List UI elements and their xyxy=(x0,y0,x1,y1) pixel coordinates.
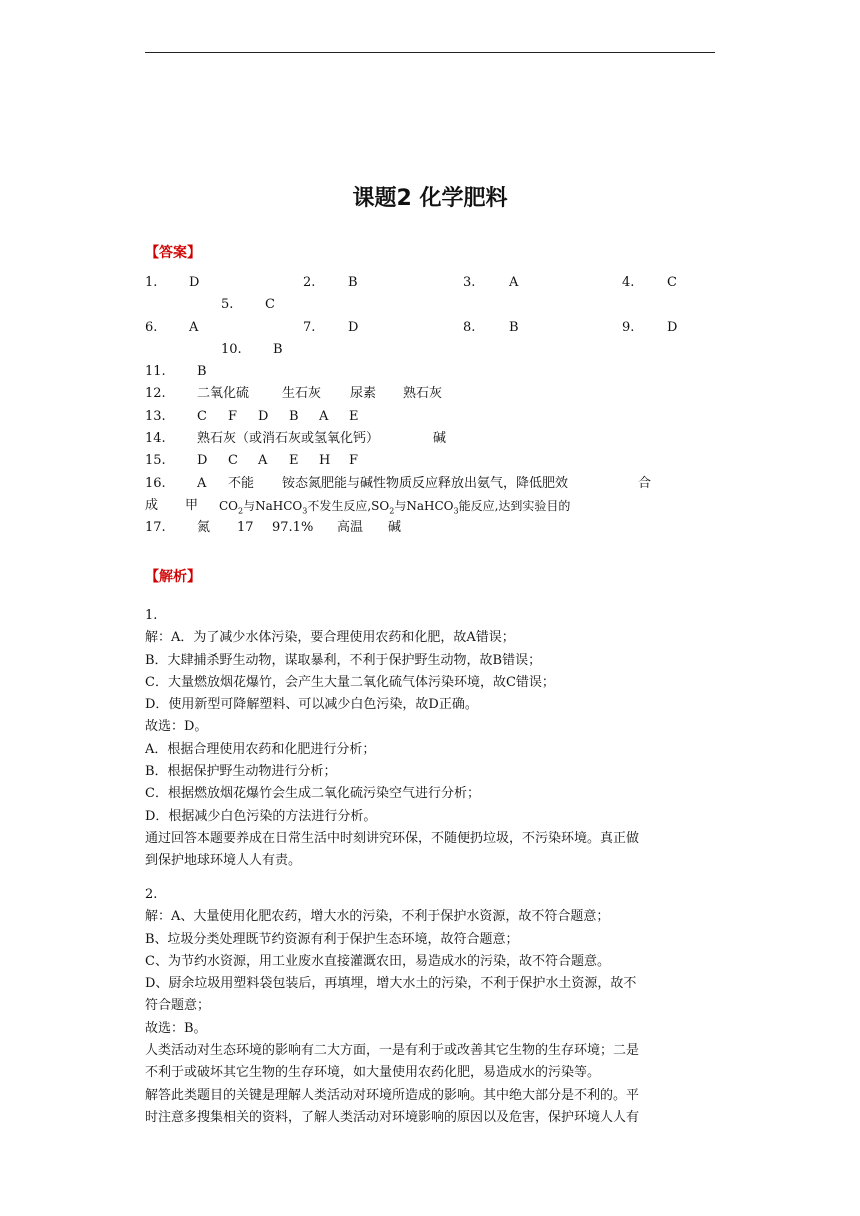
answer-value: D xyxy=(348,319,359,335)
answer-number: 5. xyxy=(221,297,234,313)
analysis-line: B．根据保护野生动物进行分析； xyxy=(145,764,337,780)
answer-number: 8. xyxy=(463,319,476,335)
answer-number: 7. xyxy=(303,319,316,335)
analysis-q2 xyxy=(145,884,717,1129)
answer-number: 1. xyxy=(145,275,158,290)
answer-number: 9. xyxy=(622,319,635,335)
answer-number: 17. xyxy=(145,520,166,536)
answer-value: E xyxy=(349,408,359,424)
answer-value: D xyxy=(667,319,678,335)
answer-value: F xyxy=(349,453,359,469)
analysis-line: B、垃圾分类处理既节约资源有利于保护生态环境，故符合题意； xyxy=(145,931,519,947)
page-title: 课题2 化学肥料 xyxy=(352,186,508,211)
answer-value: 成 xyxy=(145,497,159,513)
answer-value: C xyxy=(667,275,677,290)
analysis-line: 解：A．为了减少水体污染，要合理使用农药和化肥，故A错误； xyxy=(145,630,515,646)
answer-value: 氮 xyxy=(197,520,211,536)
answer-value: 尿素 xyxy=(350,386,377,402)
answer-list xyxy=(145,272,717,540)
answer-value: C xyxy=(265,297,275,313)
answer-row xyxy=(145,428,717,450)
answer-row xyxy=(145,517,717,539)
answer-number: 14. xyxy=(145,431,166,447)
answer-value: D xyxy=(197,453,208,469)
answer-value: 熟石灰（或消石灰或氢氧化钙） xyxy=(197,431,380,447)
answer-value: 生石灰 xyxy=(282,386,322,402)
answer-row xyxy=(145,495,717,517)
answer-value: A xyxy=(319,408,329,424)
answer-value: 熟石灰 xyxy=(403,386,443,402)
answer-value: 97.1% xyxy=(272,520,314,536)
answer-value: A xyxy=(189,319,199,335)
analysis-line: 故选：D。 xyxy=(145,719,208,735)
answer-row xyxy=(145,406,717,428)
answer-value: H xyxy=(319,453,331,469)
answer-value: D xyxy=(189,275,200,290)
answer-value: 17 xyxy=(237,520,254,536)
answer-value: 碱 xyxy=(388,520,402,536)
analysis-line: 通过回答本题要养成在日常生活中时刻讲究环保，不随便扔垃圾，不污染环境。真正做 xyxy=(145,830,640,846)
analysis-line: D．使用新型可降解塑料、可以减少白色污染，故D正确。 xyxy=(145,697,478,713)
analysis-q1 xyxy=(145,605,717,873)
answer-row xyxy=(145,473,717,495)
answer-row xyxy=(145,383,717,405)
answer-row xyxy=(145,317,717,339)
answer-number: 3. xyxy=(463,275,476,290)
answer-number: 11. xyxy=(145,364,166,380)
analysis-line: 到保护地球环境人人有责。 xyxy=(145,853,302,869)
answer-number: 10. xyxy=(221,341,242,357)
question-number: 1. xyxy=(145,608,158,623)
answer-value: B xyxy=(197,364,207,380)
answer-number: 6. xyxy=(145,319,158,335)
answer-header: 【答案】 xyxy=(145,245,201,261)
answer-row xyxy=(145,339,717,361)
answer-number: 13. xyxy=(145,408,166,424)
header-rule xyxy=(145,52,715,53)
analysis-line: C、为节约水资源，用工业废水直接灌溉农田，易造成水的污染，故不符合题意。 xyxy=(145,953,610,969)
answer-number: 15. xyxy=(145,453,166,469)
answer-value: 碱 xyxy=(433,431,447,447)
analysis-line: 解答此类题目的关键是理解人类活动对环境所造成的影响。其中绝大部分是不利的。平 xyxy=(145,1087,640,1103)
answer-row xyxy=(145,294,717,316)
answer-value: C xyxy=(197,408,207,424)
analysis-line: C．大量燃放烟花爆竹，会产生大量二氧化硫气体污染环境，故C错误； xyxy=(145,674,555,690)
analysis-line: 不利于或破坏其它生物的生存环境，如大量使用农药化肥，易造成水的污染等。 xyxy=(145,1065,601,1081)
answer-number: 12. xyxy=(145,386,166,402)
answer-value: 二氧化硫 xyxy=(197,386,250,402)
answer-number: 16. xyxy=(145,475,166,491)
analysis-line: A．根据合理使用农药和化肥进行分析； xyxy=(145,741,376,757)
question-number: 2. xyxy=(145,887,158,902)
answer-value: 不能 xyxy=(228,475,255,491)
answer-value: F xyxy=(228,408,238,424)
answer-value: D xyxy=(258,408,269,424)
analysis-line: 时注意多搜集相关的资料，了解人类活动对环境影响的原因以及危害，保护环境人人有 xyxy=(145,1109,640,1125)
answer-row xyxy=(145,272,717,294)
answer-value: $CO_2$与NaHCO$_3$不发生反应$,SO_2$与NaHCO$_3$能反应,达到实验目的 xyxy=(219,498,571,516)
analysis-line: 解：A、大量使用化肥农药，增大水的污染，不利于保护水资源，故不符合题意； xyxy=(145,909,610,925)
answer-value: C xyxy=(228,453,238,469)
answer-value: 铵态氮肥能与碱性物质反应释放出氨气，降低肥效 xyxy=(282,475,569,491)
answer-row xyxy=(145,361,717,383)
answer-value: E xyxy=(289,453,299,469)
answer-value: A xyxy=(258,453,268,469)
analysis-line: D．根据减少白色污染的方法进行分析。 xyxy=(145,808,377,824)
analysis-line: 人类活动对生态环境的影响有二大方面，一是有利于或改善其它生物的生存环境；二是 xyxy=(145,1043,640,1059)
answer-value: 高温 xyxy=(337,520,364,536)
answer-value: B xyxy=(289,408,299,424)
answer-value: 甲 xyxy=(185,497,199,513)
analysis-line: C．根据燃放烟花爆竹会生成二氧化硫污染空气进行分析； xyxy=(145,786,480,802)
analysis-line: B．大肆捕杀野生动物，谋取暴利，不利于保护野生动物，故B错误； xyxy=(145,652,542,668)
answer-value: B xyxy=(509,319,519,335)
answer-value: A xyxy=(509,275,519,290)
analysis-line: 符合题意； xyxy=(145,998,211,1014)
analysis-line: D、厨余垃圾用塑料袋包装后，再填埋，增大水土的污染，不利于保护水土资源，故不 xyxy=(145,976,637,992)
answer-value: 合 xyxy=(638,475,652,491)
answer-number: 4. xyxy=(622,275,635,290)
analysis-header: 【解析】 xyxy=(145,569,201,585)
analysis-line: 故选：B。 xyxy=(145,1020,207,1036)
answer-number: 2. xyxy=(303,275,316,290)
answer-value: B xyxy=(273,341,283,357)
answer-value: A xyxy=(197,475,207,491)
answer-row xyxy=(145,450,717,472)
answer-value: B xyxy=(348,275,358,290)
